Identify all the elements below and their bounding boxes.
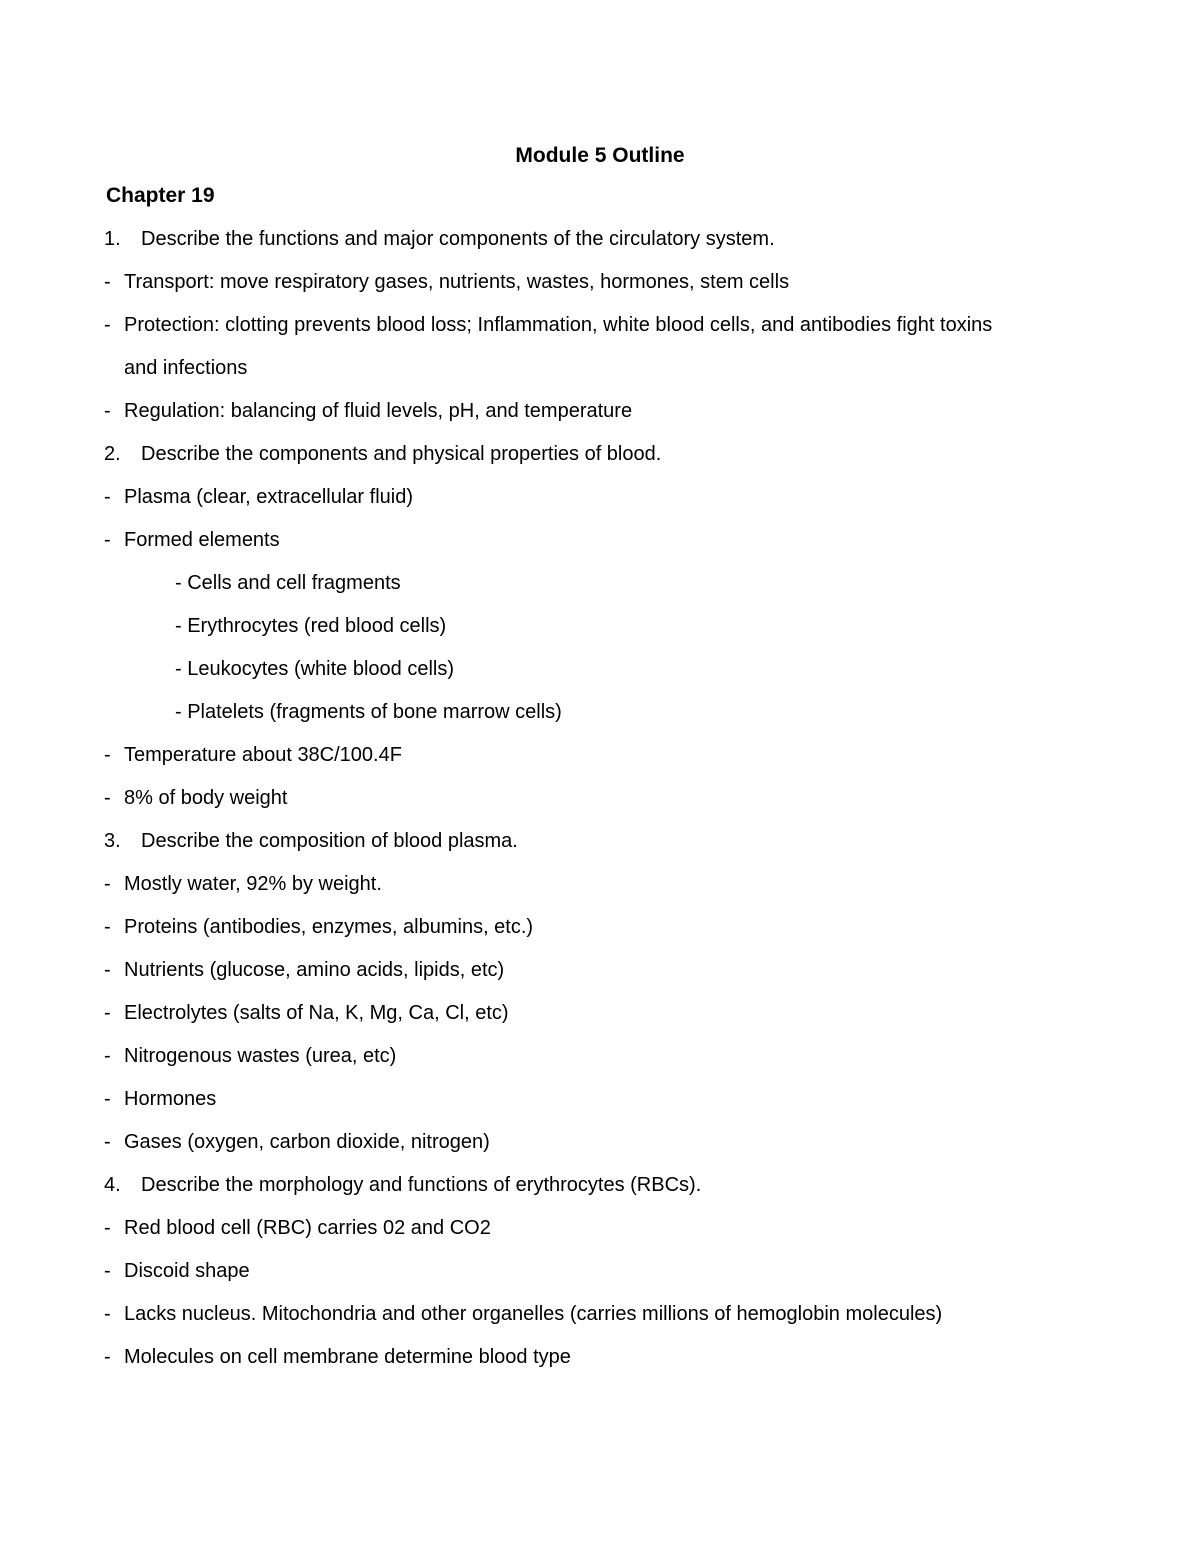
page-title: Module 5 Outline	[515, 144, 685, 167]
outline-bullet	[104, 870, 1104, 898]
outline-question	[104, 827, 1104, 855]
item-text: Describe the morphology and functions of erythrocytes (RBCs).	[141, 1174, 702, 1196]
outline-subbullet	[175, 698, 1175, 726]
item-number: 4.	[104, 1174, 121, 1196]
item-text: Describe the components and physical properties of blood.	[141, 443, 662, 465]
bullet-dash: -	[104, 529, 111, 551]
outline-bullet	[104, 311, 1104, 339]
bullet-dash: -	[104, 916, 111, 938]
outline-bullet	[104, 1343, 1104, 1371]
bullet-dash: -	[104, 486, 111, 508]
item-number: 1.	[104, 228, 121, 250]
item-text: Protection: clotting prevents blood loss; Inflammation, white blood cells, and antibodies fight toxins	[124, 314, 993, 336]
bullet-dash: -	[104, 271, 111, 293]
bullet-dash: -	[104, 1346, 111, 1368]
item-text: Red blood cell (RBC) carries 02 and CO2	[124, 1217, 491, 1239]
item-text: 8% of body weight	[124, 787, 288, 809]
item-text: Plasma (clear, extracellular fluid)	[124, 486, 413, 508]
outline-bullet	[104, 1042, 1104, 1070]
item-number: 3.	[104, 830, 121, 852]
outline-bullet	[104, 913, 1104, 941]
outline-bullet	[104, 784, 1104, 812]
bullet-dash: -	[104, 1002, 111, 1024]
item-text: and infections	[124, 357, 248, 379]
item-text: Transport: move respiratory gases, nutrients, wastes, hormones, stem cells	[124, 271, 790, 293]
item-text: - Erythrocytes (red blood cells)	[175, 615, 447, 637]
bullet-dash: -	[104, 959, 111, 981]
outline-bullet	[104, 1128, 1104, 1156]
bullet-dash: -	[104, 314, 111, 336]
item-text: Gases (oxygen, carbon dioxide, nitrogen)	[124, 1131, 490, 1153]
item-text: Discoid shape	[124, 1260, 250, 1282]
bullet-dash: -	[104, 1303, 111, 1325]
outline-bullet	[104, 741, 1104, 769]
outline-bullet	[104, 1214, 1104, 1242]
bullet-dash: -	[104, 1088, 111, 1110]
bullet-dash: -	[104, 1217, 111, 1239]
bullet-dash: -	[104, 744, 111, 766]
bullet-dash: -	[104, 1045, 111, 1067]
item-text: Mostly water, 92% by weight.	[124, 873, 382, 895]
item-text: Proteins (antibodies, enzymes, albumins, etc.)	[124, 916, 534, 938]
bullet-dash: -	[104, 400, 111, 422]
item-text: Formed elements	[124, 529, 280, 551]
outline-bullet	[104, 1085, 1104, 1113]
item-text: - Cells and cell fragments	[175, 572, 401, 594]
outline-bullet	[104, 483, 1104, 511]
outline-subbullet	[175, 612, 1175, 640]
item-text: Describe the composition of blood plasma.	[141, 830, 518, 852]
outline-bullet	[104, 1257, 1104, 1285]
item-text: Regulation: balancing of fluid levels, pH, and temperature	[124, 400, 633, 422]
chapter-heading: Chapter 19	[106, 184, 215, 207]
outline-subbullet	[175, 655, 1175, 683]
outline-bullet	[104, 999, 1104, 1027]
outline-bullet	[104, 1300, 1104, 1328]
outline-question	[104, 225, 1104, 253]
item-text: - Leukocytes (white blood cells)	[175, 658, 455, 680]
item-text: Nutrients (glucose, amino acids, lipids, etc)	[124, 959, 505, 981]
outline-bullet	[104, 397, 1104, 425]
outline-bullet	[104, 956, 1104, 984]
bullet-dash: -	[104, 1260, 111, 1282]
bullet-dash: -	[104, 1131, 111, 1153]
outline-continuation	[124, 354, 1124, 382]
item-text: Molecules on cell membrane determine blood type	[124, 1346, 571, 1368]
bullet-dash: -	[104, 787, 111, 809]
outline-question	[104, 440, 1104, 468]
item-text: Nitrogenous wastes (urea, etc)	[124, 1045, 397, 1067]
bullet-dash: -	[104, 873, 111, 895]
outline-question	[104, 1171, 1104, 1199]
item-text: - Platelets (fragments of bone marrow cells)	[175, 701, 562, 723]
item-number: 2.	[104, 443, 121, 465]
outline-bullet	[104, 526, 1104, 554]
item-text: Describe the functions and major components of the circulatory system.	[141, 228, 775, 250]
outline-subbullet	[175, 569, 1175, 597]
item-text: Lacks nucleus. Mitochondria and other organelles (carries millions of hemoglobin molecules)	[124, 1303, 943, 1325]
outline-bullet	[104, 268, 1104, 296]
item-text: Electrolytes (salts of Na, K, Mg, Ca, Cl, etc)	[124, 1002, 509, 1024]
item-text: Temperature about 38C/100.4F	[124, 744, 402, 766]
item-text: Hormones	[124, 1088, 217, 1110]
